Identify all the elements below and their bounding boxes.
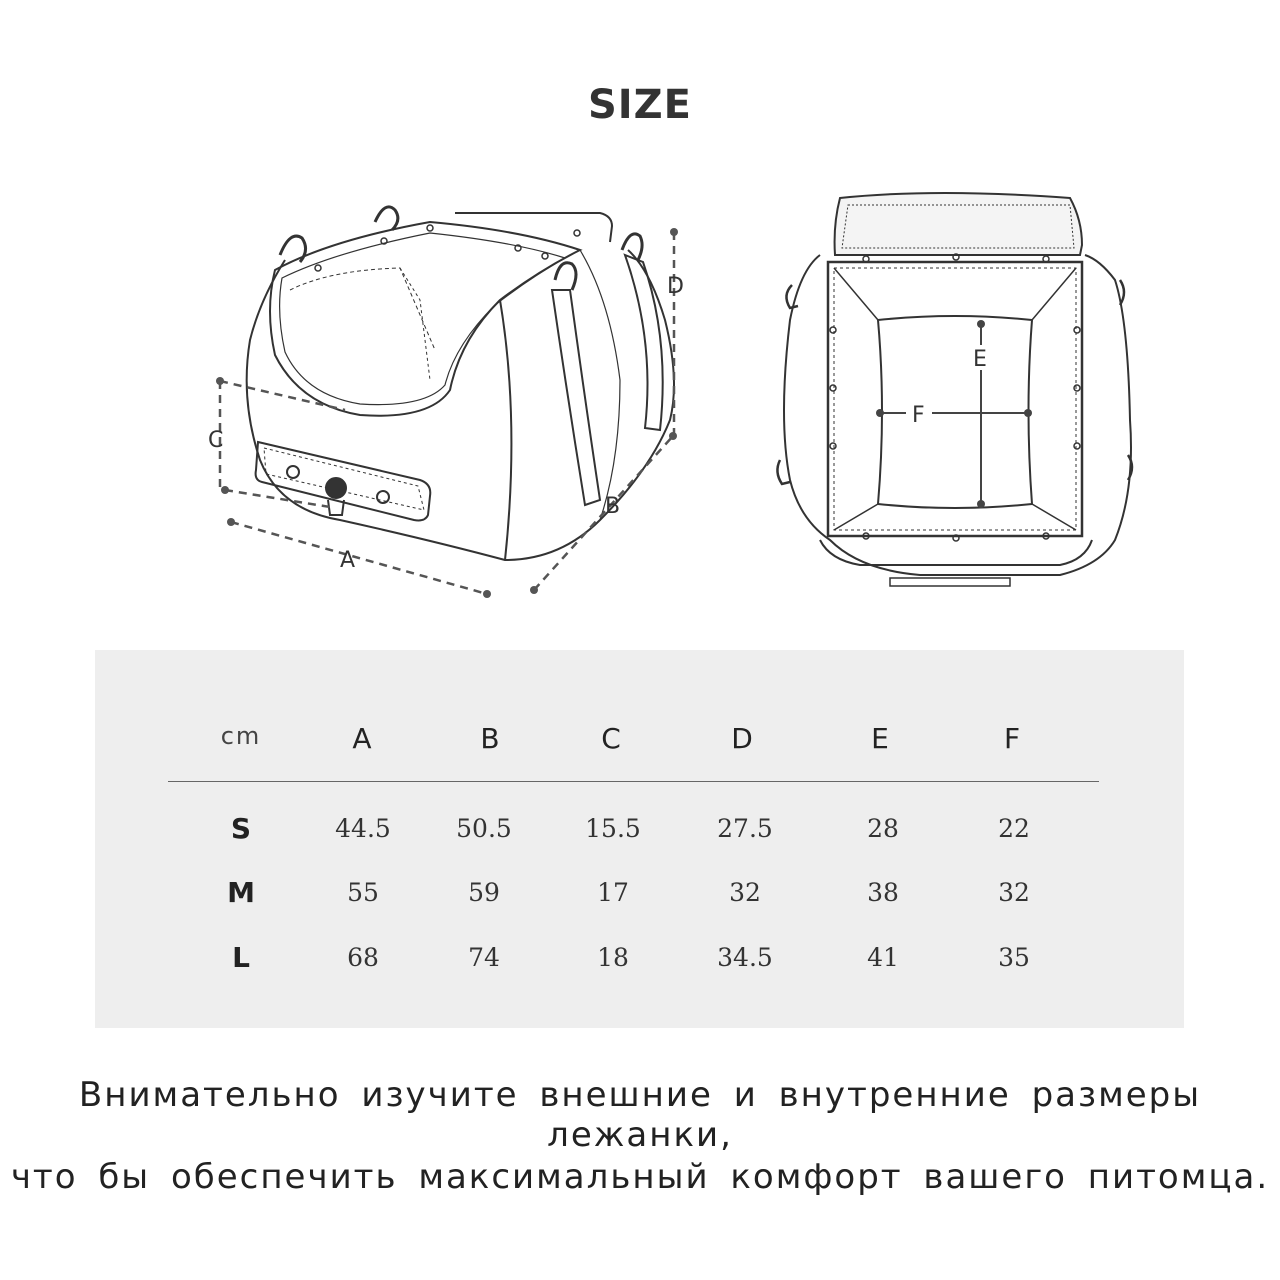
table-cell: 44.5 [335, 814, 391, 843]
size-table [95, 650, 1184, 1028]
table-cell: 74 [468, 943, 500, 972]
dim-label-b: B [605, 494, 621, 519]
table-cell: 38 [867, 878, 899, 907]
dim-label-a: A [340, 548, 356, 573]
table-cell: 59 [468, 878, 500, 907]
table-cell: 27.5 [717, 814, 773, 843]
dim-label-e: E [973, 347, 987, 372]
dim-label-d: D [667, 274, 684, 299]
table-cell: 32 [998, 878, 1030, 907]
table-cell: 32 [729, 878, 761, 907]
header-divider [168, 781, 1099, 782]
column-header-c: C [601, 722, 621, 755]
page-title: SIZE [587, 82, 693, 128]
row-label-s: S [230, 812, 252, 845]
dim-label-f: F [912, 403, 925, 428]
note-line-1: Внимательно изучите внешние и внутренние размеры лежанки, [78, 1075, 1202, 1155]
table-cell: 50.5 [456, 814, 512, 843]
column-header-b: B [480, 722, 500, 755]
table-cell: 28 [867, 814, 899, 843]
table-cell: 41 [867, 943, 899, 972]
row-label-l: L [232, 941, 250, 974]
table-cell: 22 [998, 814, 1030, 843]
unit-label: cm [220, 722, 262, 750]
table-cell: 15.5 [585, 814, 641, 843]
note-line-2: что бы обеспечить максимальный комфорт вашего питомца. [10, 1157, 1270, 1197]
column-header-a: A [352, 722, 372, 755]
dim-label-c: C [208, 428, 224, 453]
row-label-m: M [227, 876, 255, 909]
column-header-e: E [871, 722, 889, 755]
table-cell: 18 [597, 943, 629, 972]
table-cell: 68 [347, 943, 379, 972]
dimension-lines-top [876, 320, 1032, 508]
table-cell: 55 [347, 878, 379, 907]
table-cell: 35 [998, 943, 1030, 972]
column-header-f: F [1003, 722, 1021, 755]
table-cell: 17 [597, 878, 629, 907]
bag-top-view [777, 193, 1132, 586]
table-cell: 34.5 [717, 943, 773, 972]
dimension-lines-side [216, 228, 678, 598]
column-header-d: D [731, 722, 753, 755]
